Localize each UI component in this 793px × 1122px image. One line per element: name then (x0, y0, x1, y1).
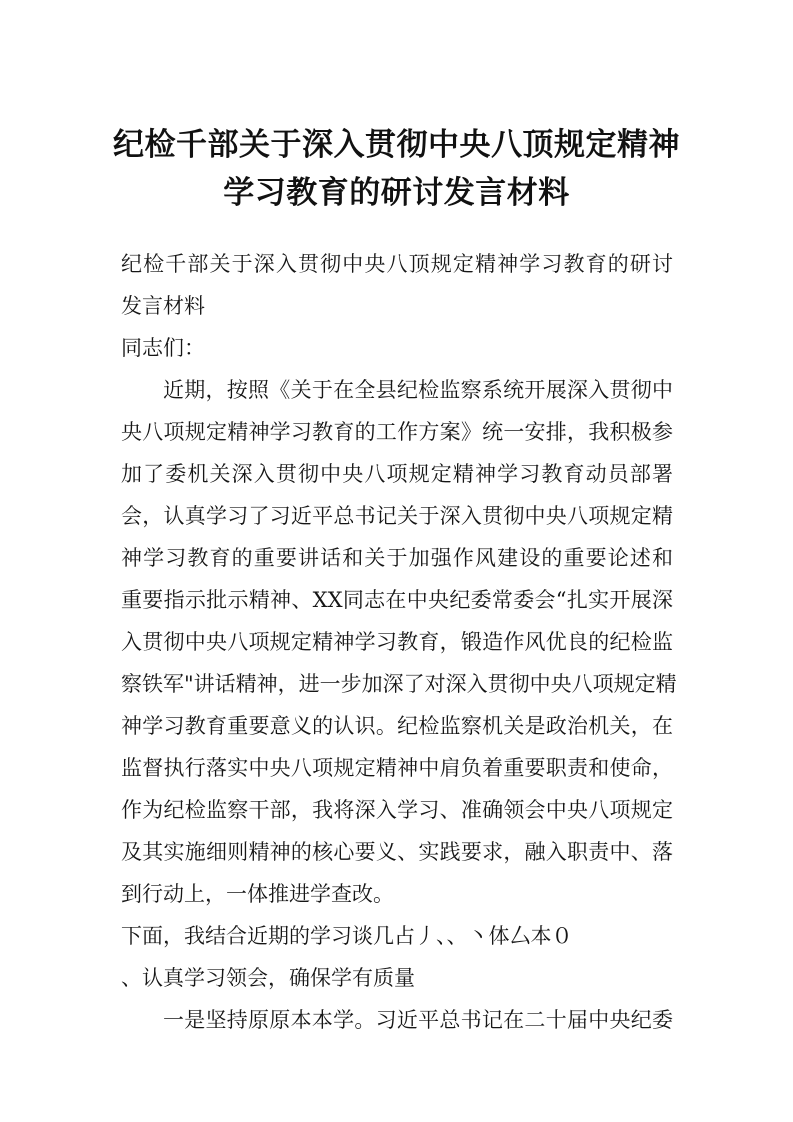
paragraph-line: 央八项规定精神学习教育的工作方案》统一安排，我积极参 (121, 420, 673, 444)
paragraph-line: 近期，按照《关于在全县纪检监察系统开展深入贯彻中 (163, 378, 673, 402)
salutation: 同志们： (121, 336, 205, 360)
section-heading: 、认真学习领会，确保学有质量 (121, 966, 415, 990)
paragraph-line: 神学习教育重要意义的认识。纪检监察机关是政治机关，在 (121, 714, 673, 738)
paragraph-line: 重要指示批示精神、XX同志在中央纪委常委会“扎实开展深 (121, 588, 673, 612)
document-title-line-1: 纪检千部关于深入贯彻中央八顶规定精神 (113, 127, 680, 163)
paragraph-line: 会，认真学习了习近平总书记关于深入贯彻中央八项规定精 (121, 504, 673, 528)
paragraph-line: 到行动上，一体推进学查改。 (121, 882, 394, 906)
subtitle-line-1: 纪检千部关于深入贯彻中央八顶规定精神学习教育的研讨 (121, 252, 673, 276)
paragraph-line: 下面，我结合近期的学习谈几占丿、、丶体厶本０ (121, 924, 573, 948)
paragraph-line: 监督执行落实中央八项规定精神中肩负着重要职责和使命， (121, 756, 673, 780)
paragraph-line: 入贯彻中央八项规定精神学习教育，锻造作风优良的纪检监 (121, 630, 673, 654)
document-title-line-2: 学习教育的研讨发言材料 (223, 175, 570, 211)
paragraph-line: 一是坚持原原本本学。习近平总书记在二十届中央纪委 (163, 1008, 673, 1032)
paragraph-line: 加了委机关深入贯彻中央八项规定精神学习教育动员部署 (121, 462, 673, 486)
subtitle-line-2: 发言材料 (121, 294, 205, 318)
paragraph-line: 察铁军"讲话精神，进一步加深了对深入贯彻中央八项规定精 (121, 672, 677, 696)
paragraph-line: 作为纪检监察干部，我将深入学习、准确领会中央八项规定 (121, 798, 673, 822)
paragraph-line: 神学习教育的重要讲话和关于加强作风建设的重要论述和 (121, 546, 673, 570)
paragraph-line: 及其实施细则精神的核心要义、实践要求，融入职责中、落 (121, 840, 673, 864)
